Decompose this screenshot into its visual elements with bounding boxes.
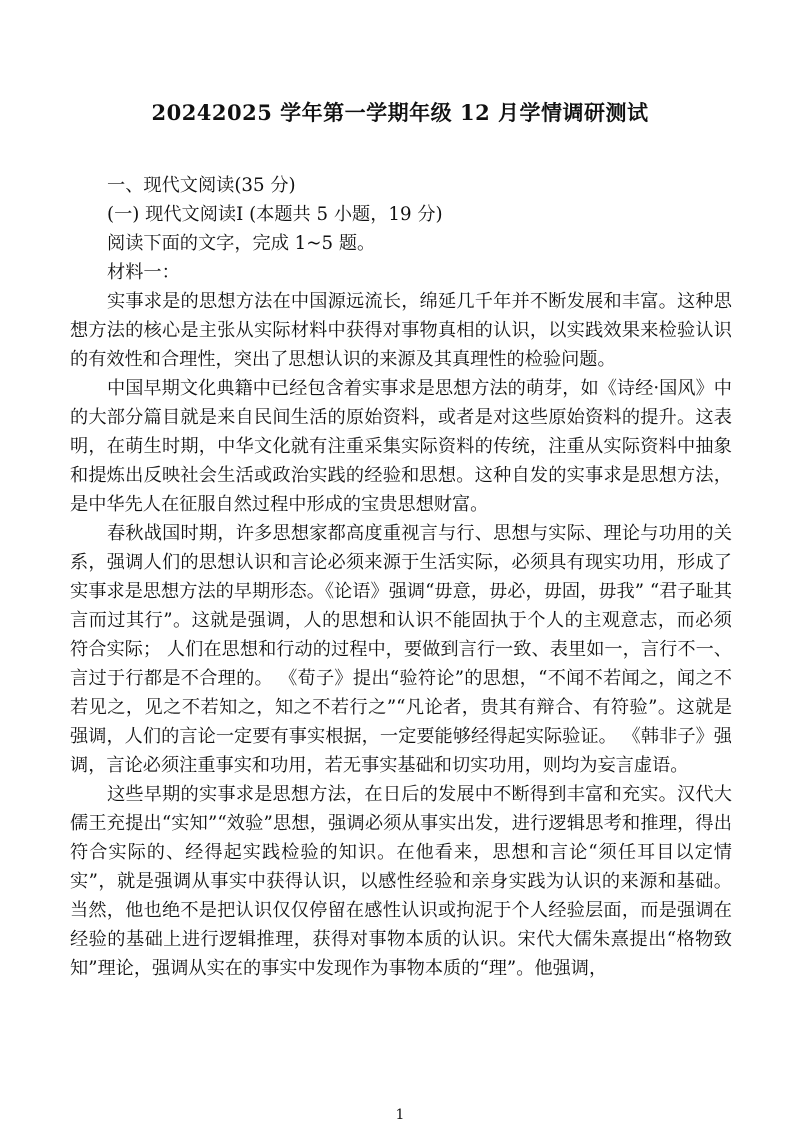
document-body [70, 171, 732, 983]
section-heading: 一、现代文阅读(35 分) [107, 175, 296, 196]
material-label: 材料一： [107, 262, 180, 283]
instruction-text: 阅读下面的文字，完成 1~5 题。 [107, 233, 376, 254]
paragraph: 中国早期文化典籍中已经包含着实事求是思想方法的萌芽，如《诗经·国风》中的大部分篇目就是来自民间生活的原始资料，或者是对这些原始资料的提升。这表明，在萌生时期，中华文化就有注重采集实际资料的传统，注重从实际资料中抽象和提炼出反映社会生活或政治实践的经验和思想。这种自发的实事求是思想方法，是中华先人在征服自然过程中形成的宝贵思想财富。 [70, 378, 732, 515]
paragraph: 这些早期的实事求是思想方法，在日后的发展中不断得到丰富和充实。汉代大儒王充提出“实知”“效验”思想，强调必须从事实出发，进行逻辑思考和推理，得出符合实际的、经得起实践检验的知识。在他看来，思想和言论“须任耳目以定情实”，就是强调从事实中获得认识，以感性经验和亲身实践为认识的来源和基础。当然，他也绝不是把认识仅仅停留在感性认识或拘泥于个人经验层面，而是强调在经验的基础上进行逻辑推理，获得对事物本质的认识。宋代大儒朱熹提出“格物致知”理论，强调从实在的事实中发现作为事物本质的“理”。他强调， [70, 784, 732, 979]
page-title: 20242025 学年第一学期年级 12 月学情调研测试 [151, 100, 649, 125]
subsection-heading: (一) 现代文阅读I (本题共 5 小题，19 分) [107, 204, 443, 225]
page-number: 1 [395, 1107, 405, 1123]
paragraph: 实事求是的思想方法在中国源远流长，绵延几千年并不断发展和丰富。这种思想方法的核心是主张从实际材料中获得对事物真相的认识，以实践效果来检验认识的有效性和合理性，突出了思想认识的来源及其真理性的检验问题。 [70, 291, 732, 370]
paragraph: 春秋战国时期，许多思想家都高度重视言与行、思想与实际、理论与功用的关系，强调人们的思想认识和言论必须来源于生活实际，必须具有现实功用，形成了实事求是思想方法的早期形态。《论语》强调“毋意，毋必，毋固，毋我” “君子耻其言而过其行”。这就是强调，人的思想和认识不能固执于个人的主观意志，而必须符合实际； 人们在思想和行动的过程中，要做到言行一致、表里如一，言行不一、言过于行都是不合理的。 《荀子》提出“验符论”的思想，“不闻不若闻之，闻之不若见之，见之不若知之，知之不若行之”“凡论者，贵其有辩合、有符验”。这就是强调，人们的言论一定要有事实根据，一定要能够经得起实际验证。 《韩非子》强调，言论必须注重事实和功用，若无事实基础和切实功用，则均为妄言虚语。 [70, 523, 732, 776]
